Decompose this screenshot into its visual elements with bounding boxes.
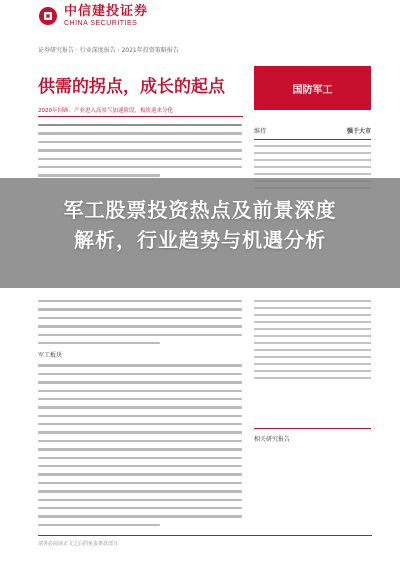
banner-line-2: 解析，行业趋势与机遇分析 [74,228,326,252]
footer-divider [38,535,372,536]
rating-label: 维持 [254,128,267,135]
title-divider [38,116,243,117]
analyst-sidebar-lower [254,300,371,384]
china-securities-logo-icon [38,6,58,26]
banner-headline [0,195,400,255]
rating-value: 强于大市 [346,128,371,135]
company-logo [38,5,148,27]
footer-disclaimer: 请务必阅读正文之后的免责条款部分 [38,541,119,547]
report-body [38,124,242,184]
banner-line-1: 军工股票投资热点及前景深度 [63,198,337,222]
report-subtitle: 2020年回顾：产业进入高景气加速阶段，板块迎来分化 [38,108,173,114]
paragraph [38,124,242,177]
breadcrumb: 证券研究报告 · 行业深度报告 · 2021年投资策略报告 [38,47,179,54]
report-title: 供需的拐点，成长的起点 [38,77,225,97]
report-body-lower [38,300,242,532]
sector-badge: 国防军工 [254,66,371,110]
related-reports [254,428,371,443]
logo-cn-text: 中信建投证券 [64,4,149,19]
section-label: 军工板块 [38,352,63,360]
rating-row [254,126,371,135]
logo-en-text: CHINA SECURITIES [64,20,138,27]
related-reports-label: 相关研究报告 [254,436,291,443]
